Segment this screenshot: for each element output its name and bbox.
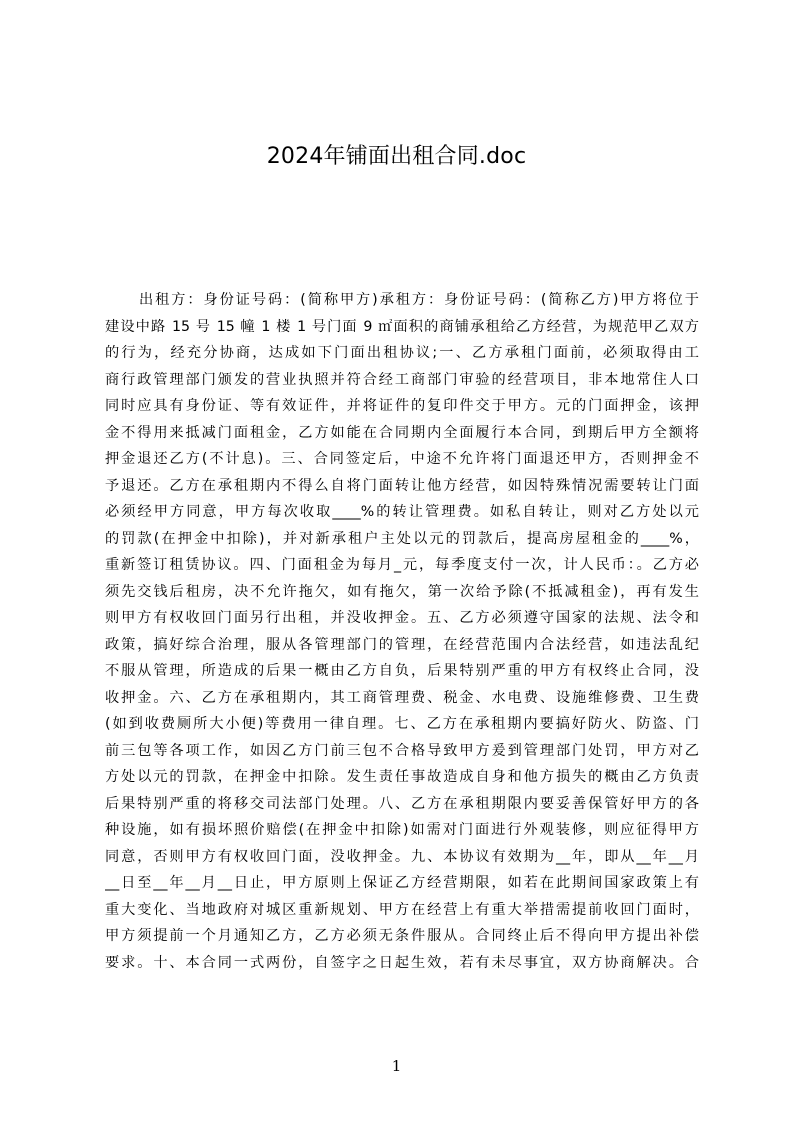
body-line: 须先交钱后租房，决不允许拖欠，如有拖欠，第一次给予除(不抵减租金)，再有发生 [105,583,699,600]
body-line: 重大变化、当地政府对城区重新规划、甲方在经营上有重大举措需提前收回门面时， [105,901,699,918]
body-line: 的行为，经充分协商，达成如下门面出租协议;一、乙方承租门面前，必须取得由工 [105,345,699,361]
body-line: 不服从管理，所造成的后果一概由乙方自负，后果特别严重的甲方有权终止合同，没 [105,663,699,679]
body-line: 予退还。乙方在承租期内不得么自将门面转让他方经营，如因特殊情况需要转让门面 [105,477,699,494]
body-line: 后果特别严重的将移交司法部门处理。八、乙方在承租期限内要妥善保管好甲方的各 [105,795,699,812]
body-line: (如到收费厕所大小便)等费用一律自理。七、乙方在承租期内要搞好防火、防盗、门 [105,716,699,732]
page-number: 1 [391,1057,402,1075]
body-line: 要求。十、本合同一式两份，自签字之日起生效，若有未尽事宜，双方协商解决。合 [105,954,699,971]
body-line: __日至__年__月__日止，甲方原则上保证乙方经营期限，如若在此期间国家政策上有 [105,875,699,891]
body-line: 商行政管理部门颁发的营业执照并符合经工商部门审验的经营项目，非本地常住人口 [105,371,699,388]
body-line: 种设施，如有损坏照价赔偿(在押金中扣除)如需对门面进行外观装修，则应征得甲方 [105,822,699,838]
document-title: 2024年铺面出租合同.doc [266,144,527,169]
body-line: 重新签订租赁协议。四、门面租金为每月_元，每季度支付一次，计人民币：。乙方必 [105,557,699,573]
body-line: 出租方：身份证号码：(简称甲方)承租方：身份证号码：(简称乙方)甲方将位于 [139,292,699,308]
body-line: 收押金。六、乙方在承租期内，其工商管理费、税金、水电费、设施维修费、卫生费 [105,689,699,706]
body-line: 甲方须提前一个月通知乙方，乙方必须无条件服从。合同终止后不得向甲方提出补偿 [105,928,699,944]
body-line: 前三包等各项工作，如因乙方门前三包不合格导致甲方爰到管理部门处罚，甲方对乙 [105,742,699,759]
body-line: 则甲方有权收回门面另行出租，并没收押金。五、乙方必须遵守国家的法规、法令和 [105,610,699,626]
body-line: 金不得用来抵减门面租金，乙方如能在合同期内全面履行本合同，到期后甲方全额将 [105,424,699,441]
body-line: 押金退还乙方(不计息)。三、合同签定后，中途不允许将门面退还甲方，否则押金不 [105,451,699,467]
contract-body [105,287,699,976]
body-line: 方处以元的罚款，在押金中扣除。发生责任事故造成自身和他方损失的概由乙方负责 [105,769,699,785]
body-line: 必须经甲方同意，甲方每次收取____%的转让管理费。如私自转让，则对乙方处以元 [105,504,699,520]
body-line: 政策，搞好综合治理，服从各管理部门的管理，在经营范围内合法经营，如违法乱纪 [105,636,699,653]
body-line: 的罚款(在押金中扣除)，并对新承租户主处以元的罚款后，提高房屋租金的____%， [105,530,699,547]
body-line: 同意，否则甲方有权收回门面，没收押金。九、本协议有效期为__年，即从__年__月 [105,848,699,865]
body-line: 建设中路 15 号 15 幢 1 楼 1 号门面 9 ㎡面积的商铺承租给乙方经营，为规范甲乙双方 [105,318,699,335]
body-line: 同时应具有身份证、等有效证件，并将证件的复印件交于甲方。元的门面押金，该押 [105,398,699,414]
